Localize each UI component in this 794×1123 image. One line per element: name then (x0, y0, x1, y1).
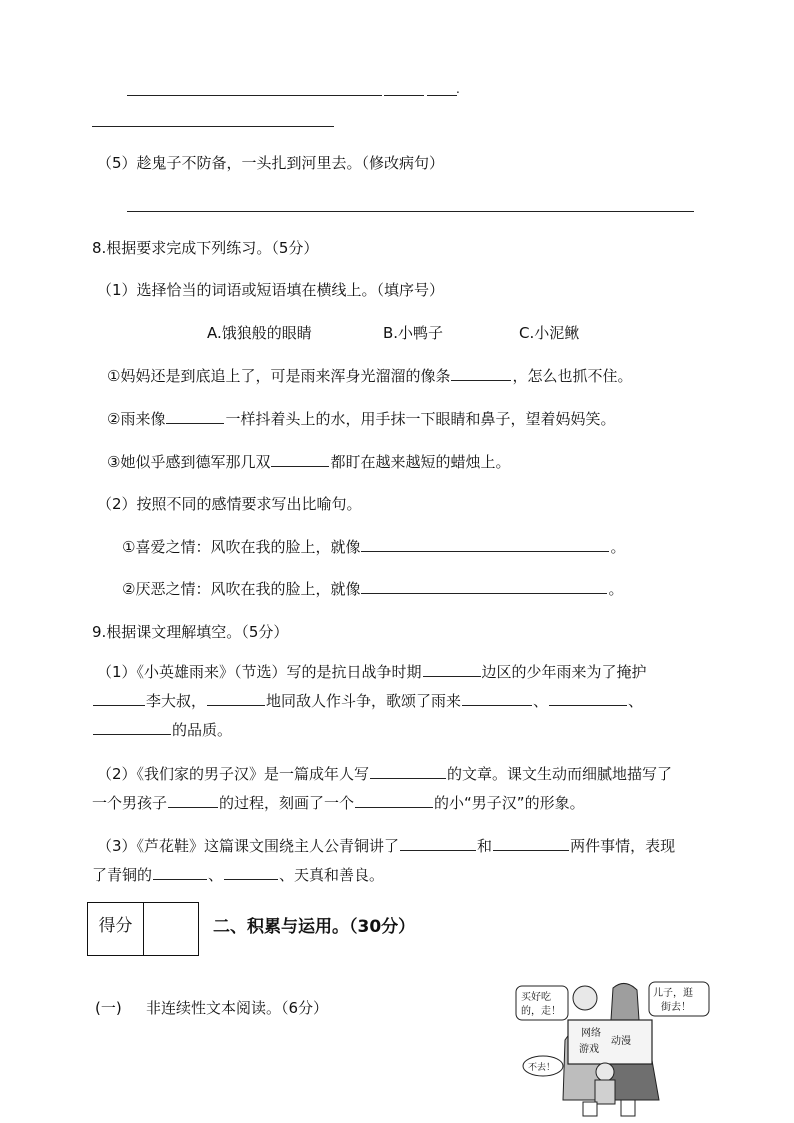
q8-option-c: C.小泥鳅 (519, 324, 580, 342)
q9-p1-text: 的品质。 (172, 721, 233, 739)
q8-s2-text-a: ②雨来像 (107, 410, 166, 428)
q9-p2-blank-1[interactable] (370, 764, 446, 779)
family-cartoon-illustration (513, 980, 713, 1120)
q8-s1-text-a: ①妈妈还是到底追上了，可是雨来浑身光溜溜的像条 (107, 367, 451, 385)
q5-text: （5）趁鬼子不防备，一头扎到河里去。（修改病句） (97, 154, 445, 172)
q9-p3-text: 、天真和善良。 (279, 866, 385, 884)
answer-line-top (127, 95, 382, 96)
q9-p1-text: 、 (628, 692, 644, 710)
q9-p1-line3 (92, 719, 232, 740)
q9-p2-text: 的过程，刻画了一个 (219, 794, 355, 812)
q8-sentence-2 (107, 408, 615, 429)
q8-love-text-b: 。 (610, 538, 626, 556)
screen-text-line1: 网络 (581, 1028, 601, 1039)
q8-s2-blank[interactable] (166, 409, 224, 424)
q9-p3-text: 、 (208, 866, 224, 884)
answer-line-top-3 (427, 95, 457, 96)
bubble-left-line1: 买好吃 (521, 992, 551, 1003)
q8-s2-text-b: 一样抖着头上的水，用手抹一下眼睛和鼻子，望着妈妈笑。 (225, 410, 616, 428)
q9-p3-text: 了青铜的 (92, 866, 153, 884)
q9-p1-blank-5[interactable] (549, 691, 627, 706)
q8-hate-blank[interactable] (361, 579, 607, 594)
q8-s3-blank[interactable] (271, 452, 329, 467)
q8-hate-text-b: 。 (608, 580, 624, 598)
q9-title: 9.根据课文理解填空。（5分） (92, 623, 289, 641)
bubble-child: 不去！ (528, 1063, 556, 1073)
q9-p3-text: 两件事情，表现 (570, 837, 676, 855)
q8-s3-text-b: 都盯在越来越短的蜡烛上。 (330, 453, 511, 471)
q9-p2-text: 一个男孩子 (92, 794, 168, 812)
answer-line-second (92, 126, 334, 127)
q9-p3-blank-4[interactable] (224, 865, 278, 880)
q9-p1-blank-4[interactable] (462, 691, 532, 706)
bubble-right-line2: 街去！ (661, 1002, 691, 1013)
q9-p2-blank-3[interactable] (355, 793, 433, 808)
q9-p3-text: 和 (477, 837, 493, 855)
q8-option-b: B.小鸭子 (383, 324, 444, 342)
q9-p1-text: 地同敌人作斗争，歌颂了雨来 (266, 692, 462, 710)
q9-p2-text: 的文章。课文生动而细腻地描写了 (447, 765, 673, 783)
q8-s1-text-b: ，怎么也抓不住。 (512, 367, 633, 385)
q8-s1-blank[interactable] (451, 366, 511, 381)
q8-sentence-3 (107, 451, 510, 472)
q8-part1-title: （1）选择恰当的词语或短语填在横线上。（填序号） (97, 281, 445, 299)
q8-part2-title: （2）按照不同的感情要求写出比喻句。 (97, 495, 362, 513)
subsection1-title: 非连续性文本阅读。（6分） (146, 999, 329, 1017)
q9-p1-text: 、 (533, 692, 549, 710)
section2-title: 二、积累与运用。（30分） (213, 917, 416, 937)
screen-text-line2: 游戏 (579, 1044, 599, 1055)
q8-love-sentence (122, 536, 625, 557)
subsection1-number: (一) (95, 999, 122, 1017)
q9-p3-text: （3）《芦花鞋》这篇课文围绕主人公青铜讲了 (97, 837, 400, 855)
score-input-cell[interactable] (144, 903, 198, 955)
q5-answer-line[interactable] (127, 211, 694, 212)
answer-line-top-2 (384, 95, 424, 96)
q8-love-blank[interactable] (361, 537, 609, 552)
bubble-left-line2: 的，走！ (521, 1006, 561, 1017)
q9-p2-line1 (97, 763, 672, 784)
q9-p2-text: （2）《我们家的男子汉》是一篇成年人写 (97, 765, 370, 783)
q9-p1-text: （1）《小英雄雨来》（节选）写的是抗日战争时期 (97, 663, 422, 681)
q9-p3-blank-2[interactable] (493, 836, 569, 851)
q9-p1-blank-3[interactable] (207, 691, 265, 706)
q9-p1-line1 (97, 661, 647, 682)
q9-p3-blank-3[interactable] (153, 865, 207, 880)
score-label: 得分 (88, 903, 144, 955)
q8-option-a: A.饿狼般的眼睛 (207, 324, 312, 342)
q9-p2-blank-2[interactable] (168, 793, 218, 808)
screen-text-dongman: 动漫 (611, 1036, 631, 1047)
q8-title: 8.根据要求完成下列练习。（5分） (92, 239, 319, 257)
q8-hate-sentence (122, 578, 623, 599)
q9-p1-text: 李大叔， (146, 692, 207, 710)
q9-p3-line2 (92, 864, 384, 885)
q8-sentence-1 (107, 365, 632, 386)
q8-hate-text-a: ②厌恶之情：风吹在我的脸上，就像 (122, 580, 361, 598)
score-box (87, 902, 199, 956)
q9-p2-line2 (92, 792, 585, 813)
q9-p1-blank-1[interactable] (423, 662, 481, 677)
q9-p1-blank-6[interactable] (93, 720, 171, 735)
q9-p3-blank-1[interactable] (400, 836, 476, 851)
bubble-right-line1: 儿子，逛 (653, 988, 693, 999)
q9-p2-text: 的小“男子汉”的形象。 (434, 794, 585, 812)
q8-s3-text-a: ③她似乎感到德军那几双 (107, 453, 271, 471)
q9-p1-line2 (92, 690, 643, 711)
q8-love-text-a: ①喜爱之情：风吹在我的脸上，就像 (122, 538, 361, 556)
answer-mark: . (456, 82, 460, 96)
q9-p3-line1 (97, 835, 675, 856)
q9-p1-text: 边区的少年雨来为了掩护 (481, 663, 647, 681)
q9-p1-blank-2[interactable] (93, 691, 145, 706)
